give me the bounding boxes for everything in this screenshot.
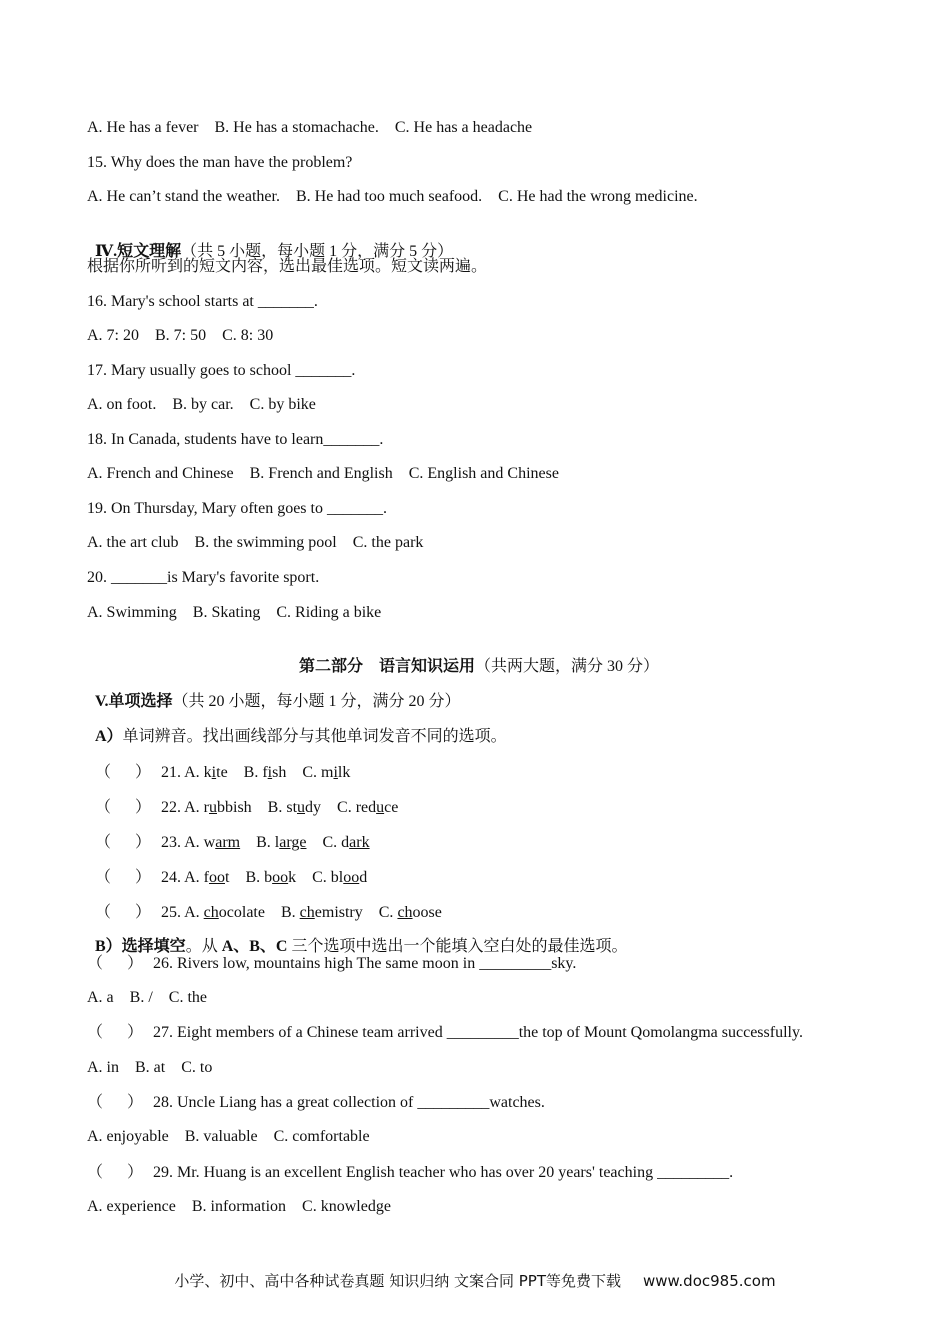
q21-c-rest: lk [337,764,351,781]
q16-question: 16. Mary's school starts at _______. [87,293,318,310]
q28-options: A. enjoyable B. valuable C. comfortable [87,1128,370,1145]
q14-options: A. He has a fever B. He has a stomachache. C. He has a headache [87,119,533,136]
section5-a-instruction [87,707,507,747]
sectionB-label: B）选择填空 [95,938,186,955]
sectionB-rest: 三个选项中选出一个能填入空白处的最佳选项。 [287,938,628,955]
q27-question [87,1023,803,1043]
q29-question [87,1163,733,1183]
q25-c-rest: oose [412,904,442,921]
part2-heading [0,637,950,677]
q28-question [87,1093,545,1113]
q24-c-rest: d [359,869,368,886]
q18-question: 18. In Canada, students have to learn_______. [87,431,384,448]
sectionB-instruction [87,917,628,957]
footer-site-link[interactable]: www.doc985.com [642,1272,776,1290]
answer-paren: （ ） [87,955,144,972]
q24-a-underline: oo [209,869,225,886]
q26-text: 26. Rivers low, mountains high The same moon in _________sky. [153,955,577,972]
answer-paren: （ ） [95,799,152,816]
q23-a-rest: B. l [240,834,280,851]
q17-question: 17. Mary usually goes to school _______. [87,362,356,379]
q21-num: 21. A. k [161,764,212,781]
q18-options: A. French and Chinese B. French and English C. English and Chinese [87,465,559,482]
part2-note: （共两大题，满分 30 分） [475,658,660,675]
q23-c-underline: ark [349,834,370,851]
q24-b-rest: k C. bl [288,869,344,886]
q21-row [87,743,350,783]
answer-paren: （ ） [95,834,152,851]
q22-a-underline: u [209,799,217,816]
q25-b-rest: emistry C. [314,904,398,921]
q23-row [87,813,370,853]
q23-b-underline: arge [279,834,307,851]
q22-row [87,778,398,818]
q27-options: A. in B. at C. to [87,1059,213,1076]
q15-options: A. He can’t stand the weather. B. He had too much seafood. C. He had the wrong medicine. [87,188,698,205]
q26-options: A. a B. / C. the [87,989,207,1006]
q27-text: 27. Eight members of a Chinese team arrived _________the top of Mount Qomolangma successfully. [153,1024,803,1041]
q21-a-underline: i [211,764,217,781]
q17-options: A. on foot. B. by car. C. by bike [87,396,316,413]
q25-num: 25. A. [161,904,204,921]
q24-c-underline: oo [343,869,360,886]
q25-c-underline: ch [397,904,413,921]
section5-a-text: 单词辨音。找出画线部分与其他单词发音不同的选项。 [122,728,507,745]
q24-row [87,848,367,888]
q21-b-rest: sh C. m [272,764,334,781]
answer-paren: （ ） [95,764,152,781]
q22-a-rest: bbish B. st [217,799,298,816]
sectionB-abc: A、B、C [221,938,288,955]
q22-b-rest: dy C. red [305,799,377,816]
q22-c-underline: u [376,799,385,816]
section5-title: V.单项选择 [95,693,173,710]
answer-paren: （ ） [87,1164,144,1181]
answer-paren: （ ） [95,869,152,886]
q28-text: 28. Uncle Liang has a great collection of _________watches. [153,1094,545,1111]
q20-options: A. Swimming B. Skating C. Riding a bike [87,604,382,621]
q25-a-rest: ocolate B. [218,904,300,921]
answer-paren: （ ） [87,1024,144,1041]
q26-question [87,954,576,974]
q23-a-underline: arm [215,834,241,851]
answer-paren: （ ） [95,904,152,921]
footer-text: 小学、初中、高中各种试卷真题 知识归纳 文案合同 PPT等免费下载 [174,1272,621,1290]
q19-options: A. the art club B. the swimming pool C. the park [87,534,424,551]
q23-num: 23. A. w [161,834,216,851]
q24-a-rest: t B. b [225,869,273,886]
q21-b-underline: i [267,764,273,781]
section4-title: Ⅳ.短文理解 [95,243,182,260]
section5-heading [87,672,461,712]
section5-note: （共 20 小题，每小题 1 分，满分 20 分） [172,693,461,710]
q29-text: 29. Mr. Huang is an excellent English teacher who has over 20 years' teaching _________. [153,1164,734,1181]
q24-num: 24. A. f [161,869,209,886]
page-footer [0,1270,950,1291]
q22-b-underline: u [297,799,306,816]
section4-heading [87,222,453,262]
answer-paren: （ ） [87,1094,144,1111]
q25-b-underline: ch [299,904,315,921]
q19-question: 19. On Thursday, Mary often goes to _______. [87,500,387,517]
q15-question: 15. Why does the man have the problem? [87,154,353,171]
section4-note: （共 5 小题，每小题 1 分，满分 5 分） [181,243,454,260]
q24-b-underline: oo [272,869,289,886]
part2-title: 第二部分 语言知识运用 [298,658,475,675]
q22-num: 22. A. r [161,799,209,816]
q22-c-rest: ce [384,799,399,816]
q21-c-underline: i [333,764,338,781]
q23-b-rest: C. d [306,834,350,851]
q21-a-rest: te B. f [216,764,268,781]
q29-options: A. experience B. information C. knowledge [87,1198,391,1215]
section4-instruction: 根据你所听到的短文内容，选出最佳选项。短文读两遍。 [87,258,488,275]
section5-a-label: A） [95,728,123,745]
q20-question: 20. _______is Mary's favorite sport. [87,569,320,586]
q16-options: A. 7: 20 B. 7: 50 C. 8: 30 [87,327,274,344]
q25-a-underline: ch [203,904,219,921]
sectionB-text: 。从 [185,938,222,955]
